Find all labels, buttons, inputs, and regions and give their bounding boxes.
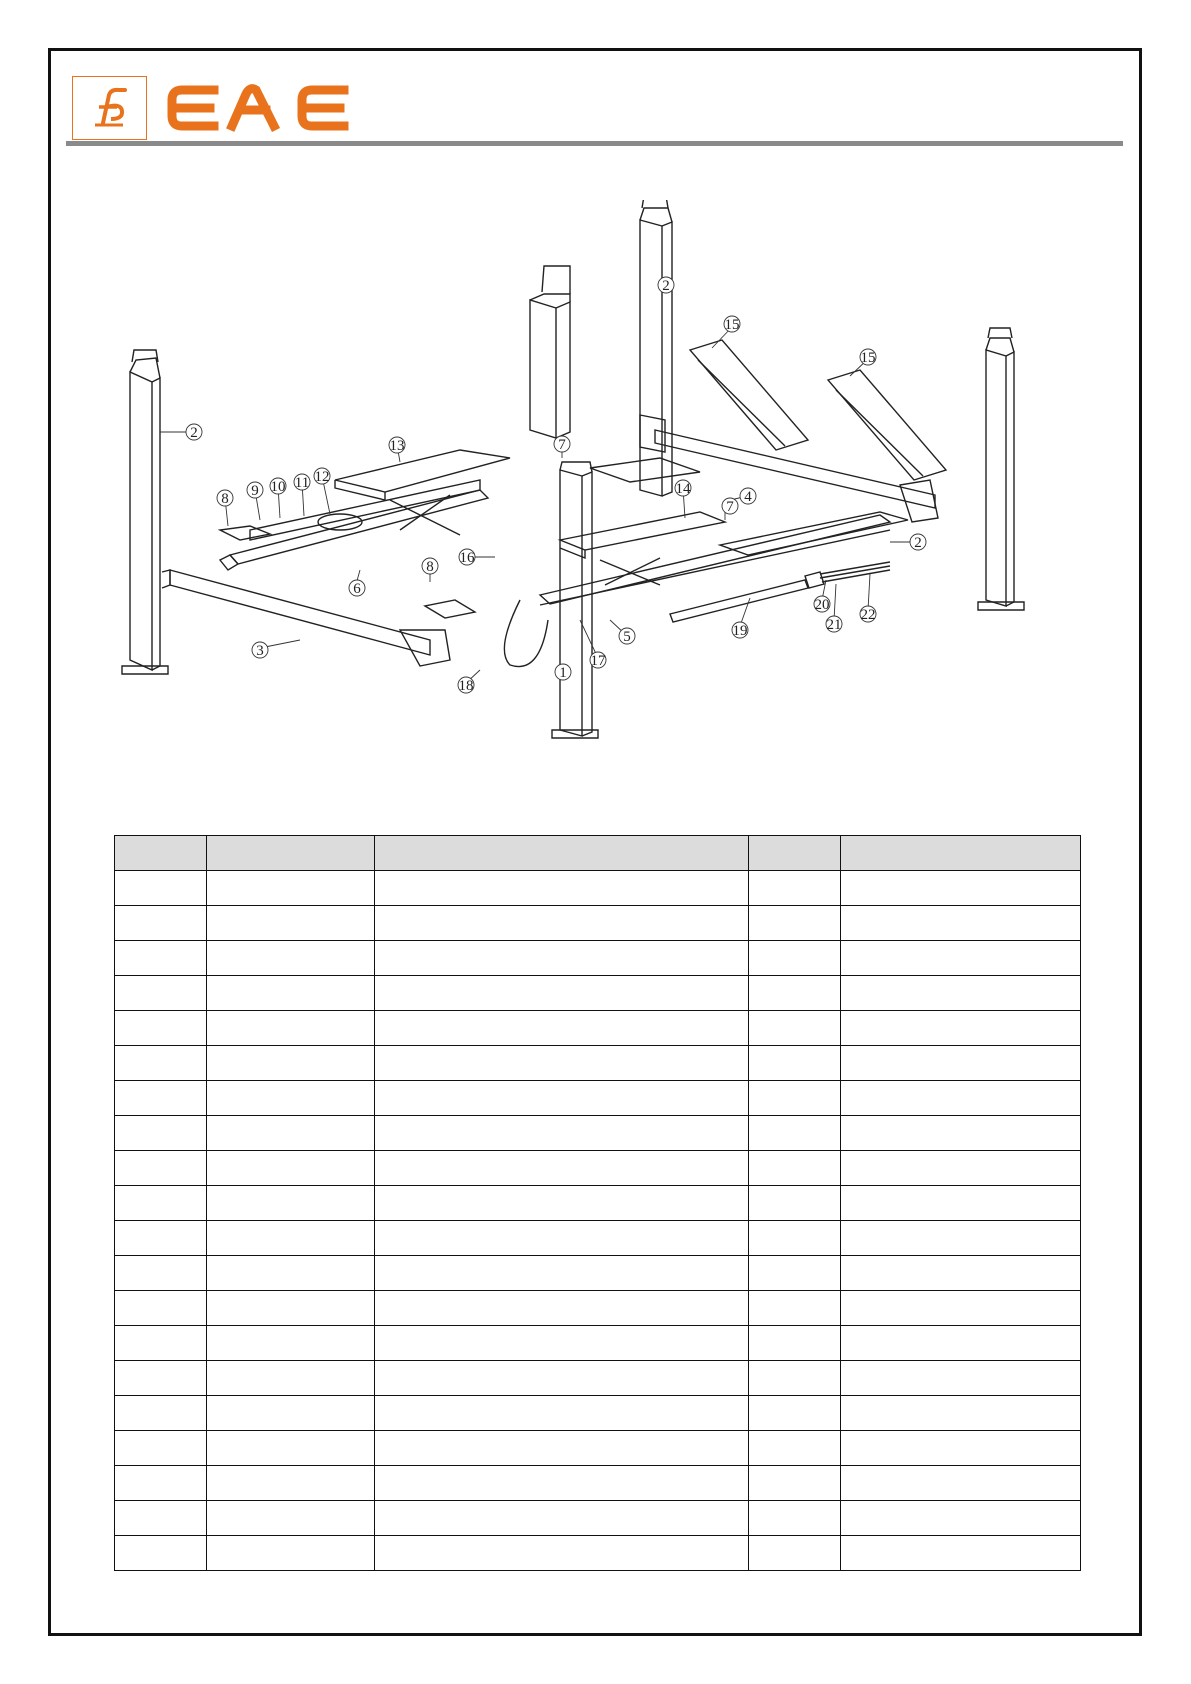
table-cell <box>115 906 207 941</box>
table-cell <box>749 906 841 941</box>
table-cell <box>749 1116 841 1151</box>
wheel-stop-8-front <box>425 600 475 618</box>
table-cell <box>207 1081 375 1116</box>
callout-18: 18 <box>458 678 474 694</box>
callout-2: 2 <box>662 278 670 294</box>
table-cell <box>749 1081 841 1116</box>
table-row <box>115 1536 1081 1571</box>
header-cell <box>375 836 749 871</box>
table-row <box>115 1221 1081 1256</box>
table-cell <box>375 1466 749 1501</box>
table-cell <box>749 1186 841 1221</box>
table-cell <box>207 1361 375 1396</box>
table-cell <box>115 976 207 1011</box>
table-cell <box>841 1536 1081 1571</box>
callout-5: 5 <box>623 629 631 645</box>
table-cell <box>375 1256 749 1291</box>
table-cell <box>841 1011 1081 1046</box>
table-cell <box>841 1186 1081 1221</box>
table-cell <box>207 1291 375 1326</box>
table-cell <box>207 1466 375 1501</box>
callout-16: 16 <box>459 550 475 566</box>
table-cell <box>207 871 375 906</box>
table-cell <box>207 1326 375 1361</box>
table-cell <box>115 1431 207 1466</box>
table-cell <box>841 1256 1081 1291</box>
callout-2: 2 <box>914 535 922 551</box>
table-header-row <box>115 836 1081 871</box>
table-row <box>115 1326 1081 1361</box>
page-header <box>70 76 1120 150</box>
callout-12: 12 <box>314 469 330 485</box>
table-cell <box>841 1151 1081 1186</box>
table-cell <box>375 941 749 976</box>
table-row <box>115 871 1081 906</box>
table-cell <box>375 1116 749 1151</box>
table-cell <box>749 871 841 906</box>
table-cell <box>749 1256 841 1291</box>
table-row <box>115 1046 1081 1081</box>
table-cell <box>375 1536 749 1571</box>
table-cell <box>375 906 749 941</box>
table-row <box>115 941 1081 976</box>
table-cell <box>375 1221 749 1256</box>
header-cell <box>749 836 841 871</box>
table-cell <box>841 1466 1081 1501</box>
callout-21: 21 <box>826 617 842 633</box>
callout-11: 11 <box>294 475 310 491</box>
table-cell <box>115 1151 207 1186</box>
table-cell <box>841 1221 1081 1256</box>
table-cell <box>749 976 841 1011</box>
table-cell <box>207 1046 375 1081</box>
table-cell <box>749 1466 841 1501</box>
callout-22: 22 <box>860 607 876 623</box>
table-row <box>115 1466 1081 1501</box>
table-cell <box>207 1221 375 1256</box>
callout-7: 7 <box>726 499 734 515</box>
cable-chain-18 <box>504 600 548 667</box>
parts-list-table <box>114 835 1081 1571</box>
crossbeam-rear <box>640 415 938 522</box>
table-cell <box>841 871 1081 906</box>
table-cell <box>115 1536 207 1571</box>
table-cell <box>749 941 841 976</box>
table-cell <box>841 1501 1081 1536</box>
table-cell <box>375 1186 749 1221</box>
table-cell <box>841 941 1081 976</box>
callout-19: 19 <box>732 623 748 639</box>
callout-7: 7 <box>558 437 566 453</box>
callout-3: 3 <box>256 643 264 659</box>
hydraulic-hoses <box>820 562 890 582</box>
table-row <box>115 1081 1081 1116</box>
post-right-rear <box>978 328 1024 610</box>
table-cell <box>207 906 375 941</box>
callout-17: 17 <box>590 653 606 669</box>
header-cell <box>207 836 375 871</box>
table-cell <box>207 1256 375 1291</box>
table-cell <box>375 1326 749 1361</box>
callout-14: 14 <box>675 481 691 497</box>
table-cell <box>375 1081 749 1116</box>
callout-4: 4 <box>744 489 752 505</box>
table-row <box>115 976 1081 1011</box>
table-body <box>115 871 1081 1571</box>
callout-20: 20 <box>814 597 830 613</box>
table-cell <box>375 1431 749 1466</box>
table-cell <box>115 1116 207 1151</box>
table-row <box>115 1396 1081 1431</box>
header-cell <box>841 836 1081 871</box>
table-row <box>115 1011 1081 1046</box>
table-cell <box>749 1361 841 1396</box>
post-left-front <box>122 350 168 674</box>
hydraulic-cylinder-19 <box>670 572 824 622</box>
post-rear-center <box>640 200 672 496</box>
brand-wordmark-graphic <box>166 76 366 140</box>
callout-15: 15 <box>860 350 876 366</box>
table-cell <box>207 941 375 976</box>
table-row <box>115 1501 1081 1536</box>
table-cell <box>375 1151 749 1186</box>
table-cell <box>115 1011 207 1046</box>
table-cell <box>841 1326 1081 1361</box>
table-cell <box>207 1151 375 1186</box>
table-cell <box>115 1291 207 1326</box>
table-cell <box>841 906 1081 941</box>
table-cell <box>841 1361 1081 1396</box>
table-cell <box>841 1116 1081 1151</box>
table-cell <box>115 871 207 906</box>
table-cell <box>207 1011 375 1046</box>
table-cell <box>115 1046 207 1081</box>
table-row <box>115 1291 1081 1326</box>
deck-7-rear <box>590 458 700 482</box>
ramp-15-a <box>690 340 808 450</box>
callout-6: 6 <box>353 581 361 597</box>
table-cell <box>115 941 207 976</box>
table-cell <box>115 1326 207 1361</box>
table-cell <box>749 1291 841 1326</box>
table-cell <box>841 1431 1081 1466</box>
table-row <box>115 906 1081 941</box>
jack-platform-14 <box>560 512 725 585</box>
table-cell <box>749 1011 841 1046</box>
table-cell <box>749 1326 841 1361</box>
brand-logo-icon <box>73 77 145 138</box>
table-row <box>115 1431 1081 1466</box>
table-cell <box>841 1291 1081 1326</box>
table-cell <box>115 1186 207 1221</box>
header-cell <box>115 836 207 871</box>
table-cell <box>207 1116 375 1151</box>
table-cell <box>841 976 1081 1011</box>
table-cell <box>749 1221 841 1256</box>
callout-13: 13 <box>389 438 405 454</box>
table-cell <box>115 1256 207 1291</box>
table-cell <box>749 1151 841 1186</box>
table-cell <box>207 1501 375 1536</box>
table-cell <box>375 976 749 1011</box>
table-cell <box>375 1011 749 1046</box>
table-row <box>115 1361 1081 1396</box>
table-cell <box>749 1431 841 1466</box>
table-cell <box>115 1361 207 1396</box>
table-row <box>115 1116 1081 1151</box>
table-cell <box>375 1291 749 1326</box>
callout-10: 10 <box>270 479 286 495</box>
table-cell <box>115 1396 207 1431</box>
table-cell <box>841 1396 1081 1431</box>
callout-1: 1 <box>559 665 567 681</box>
table-cell <box>749 1046 841 1081</box>
callout-9: 9 <box>251 483 259 499</box>
brand-logo-mark <box>72 76 147 140</box>
ramp-15-b <box>828 370 946 480</box>
table-cell <box>375 1396 749 1431</box>
four-post-lift-exploded-diagram <box>100 200 1100 810</box>
table-cell <box>375 1046 749 1081</box>
callout-8: 8 <box>221 491 229 507</box>
table-cell <box>375 871 749 906</box>
table-cell <box>207 1536 375 1571</box>
table-cell <box>375 1361 749 1396</box>
table-row <box>115 1151 1081 1186</box>
table-cell <box>115 1221 207 1256</box>
table-row <box>115 1186 1081 1221</box>
table-cell <box>841 1046 1081 1081</box>
brand-wordmark <box>166 76 366 140</box>
table-cell <box>749 1396 841 1431</box>
table-cell <box>841 1081 1081 1116</box>
table-cell <box>207 1431 375 1466</box>
table-cell <box>115 1501 207 1536</box>
table-cell <box>207 1396 375 1431</box>
table-cell <box>375 1501 749 1536</box>
table-cell <box>207 976 375 1011</box>
table-cell <box>749 1501 841 1536</box>
crossbeam-front <box>162 570 450 666</box>
header-divider <box>66 141 1123 146</box>
table-cell <box>115 1081 207 1116</box>
table-cell <box>115 1466 207 1501</box>
callout-8: 8 <box>426 559 434 575</box>
table-cell <box>749 1536 841 1571</box>
deck-7-right <box>720 512 908 555</box>
table-cell <box>207 1186 375 1221</box>
table-row <box>115 1256 1081 1291</box>
callout-2: 2 <box>190 425 198 441</box>
callout-15: 15 <box>724 317 740 333</box>
